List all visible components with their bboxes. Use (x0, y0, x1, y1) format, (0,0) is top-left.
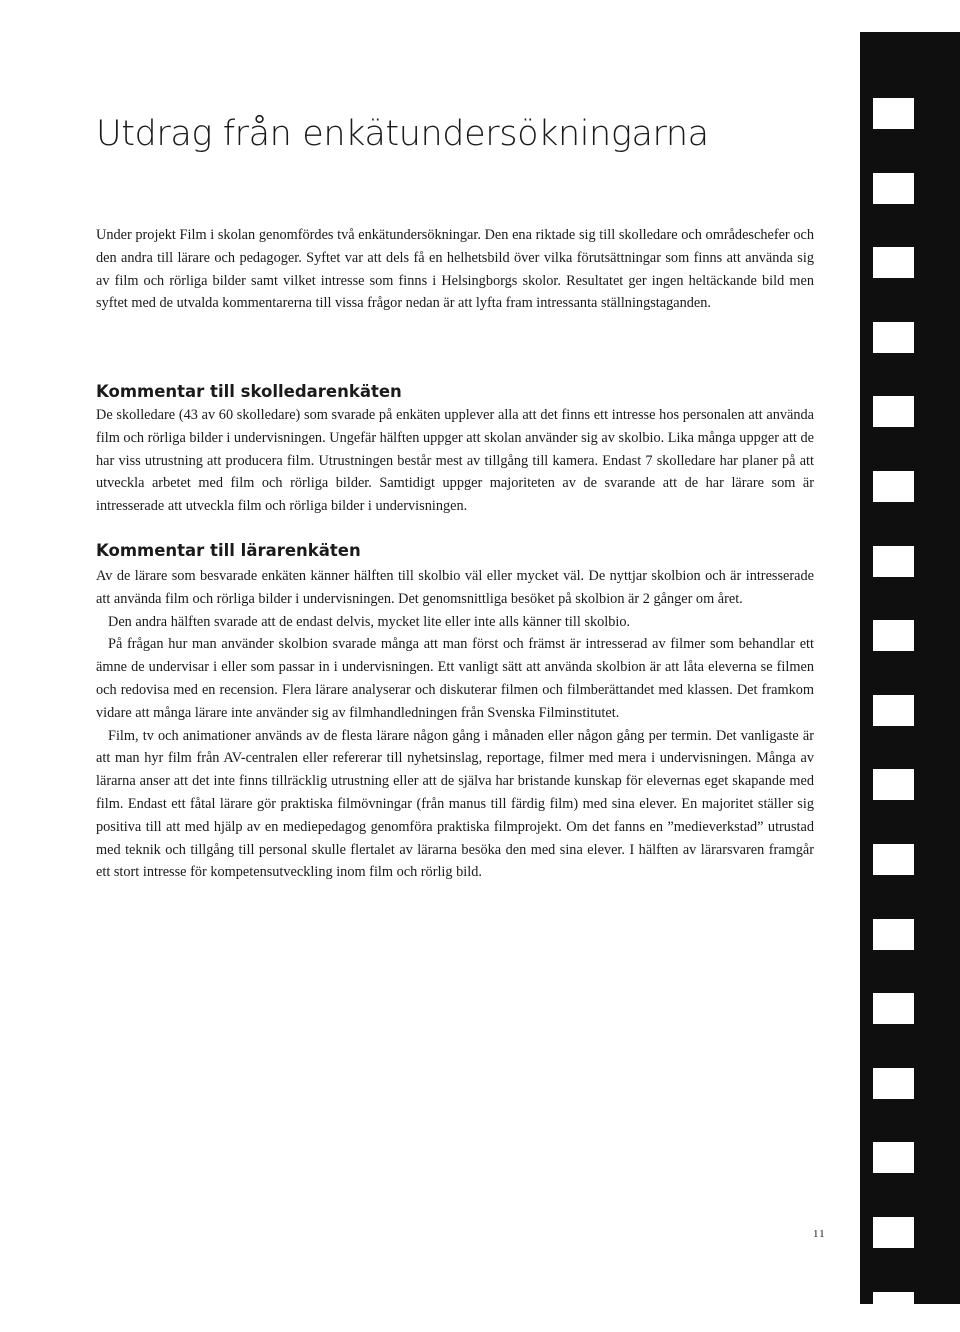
film-sprocket-hole (873, 844, 914, 875)
film-sprocket-hole (873, 1068, 914, 1099)
film-sprocket-hole (873, 993, 914, 1024)
film-sprocket-hole (873, 695, 914, 726)
film-sprocket-hole (873, 471, 914, 502)
film-sprocket-hole (873, 620, 914, 651)
film-sprocket-hole (873, 396, 914, 427)
film-sprocket-hole (873, 98, 914, 129)
section-heading-skolledare: Kommentar till skolledarenkäten (96, 382, 402, 401)
section-body-larare (96, 565, 814, 884)
film-sprocket-hole (873, 769, 914, 800)
film-strip-decoration (860, 32, 960, 1304)
film-sprocket-hole (873, 173, 914, 204)
film-sprocket-hole (873, 546, 914, 577)
paragraph: Film, tv och animationer används av de flesta lärare någon gång i månaden eller någon gång per termin. Det vanligaste är att man hyr film från AV-centralen eller refererar till nyhetsinslag, reportage, filmer med mera i undervisningen. Många av lärarna anser att det inte finns tillräcklig utrustning eller att de själva har bristande kunskap för elevernas eget skapande med film. Endast ett fåtal lärare gör praktiska filmövningar (från manus till färdig film) med sina elever. En majoritet ställer sig positiva till att med hjälp av en mediepedagog genomföra praktiska filmprojekt. Om det fanns en ”medieverkstad” utrustad med teknik och tillgång till personal skulle flertalet av lärarna besöka den med sina elever. I hälften av lärarsvaren framgår ett stort intresse för kompetensutveckling inom film och rörlig bild. (96, 727, 814, 881)
intro-text: Under projekt Film i skolan genomfördes två enkätundersökningar. Den ena riktade sig till skolledare och områdeschefer och den andra till lärare och pedagoger. Syftet var att dels få en helhetsbild över vilka förutsättningar som finns att använda sig av film och rörliga bilder samt vilket intresse som finns i Helsingborgs skolor. Resultatet ger ingen heltäckande bild men syftet med de utvalda kommentarerna till vissa frågor nedan är att lyfta fram intressanta ställningstaganden. (96, 227, 814, 312)
paragraph: De skolledare (43 av 60 skolledare) som svarade på enkäten upplever alla att det finns ett intresse hos personalen att använda film och rörliga bilder i undervisningen. Ungefär hälften uppger att skolan använder sig av skolbio. Lika många uppger att de har viss utrustning att producera film. Utrustningen består mest av tillgång till kamera. Endast 7 skolledare har planer på att utveckla arbetet med film och rörliga bilder. Samtidigt uppger majoriteten av de svarande att de har lärare som är intresserade att utveckla film och rörliga bilder i undervisningen. (96, 407, 814, 515)
section-body-skolledare (96, 404, 814, 518)
section-heading-larare: Kommentar till lärarenkäten (96, 541, 361, 560)
film-sprocket-hole (873, 1142, 914, 1173)
paragraph: Av de lärare som besvarade enkäten känner hälften till skolbio väl eller mycket väl. De nyttjar skolbion och är intresserade att använda film och rörliga bilder i undervisningen. Det genomsnittliga besöket på skolbion är 2 gånger om året. (96, 568, 814, 607)
film-sprocket-hole (873, 919, 914, 950)
paragraph: På frågan hur man använder skolbion svarade många att man först och främst är intresserad av filmer som behandlar ett ämne de undervisar i eller som passar in i undervisningen. Ett vanligt sätt att använda skolbion är att låta eleverna se filmen och redovisa med en recension. Flera lärare analyserar och diskuterar filmen och filmberättandet med klassen. Det framkom vidare att många lärare inte använder sig av filmhandledningen från Svenska Filminstitutet. (96, 636, 814, 721)
film-sprocket-hole (873, 1217, 914, 1248)
film-sprocket-hole (873, 247, 914, 278)
page-number: 11 (813, 1228, 826, 1240)
film-sprocket-hole (873, 322, 914, 353)
intro-paragraph (96, 224, 814, 315)
paragraph: Den andra hälften svarade att de endast delvis, mycket lite eller inte alls känner till skolbio. (108, 613, 631, 630)
film-sprocket-hole (873, 1292, 914, 1323)
page-title: Utdrag från enkätundersökningarna (96, 114, 709, 154)
